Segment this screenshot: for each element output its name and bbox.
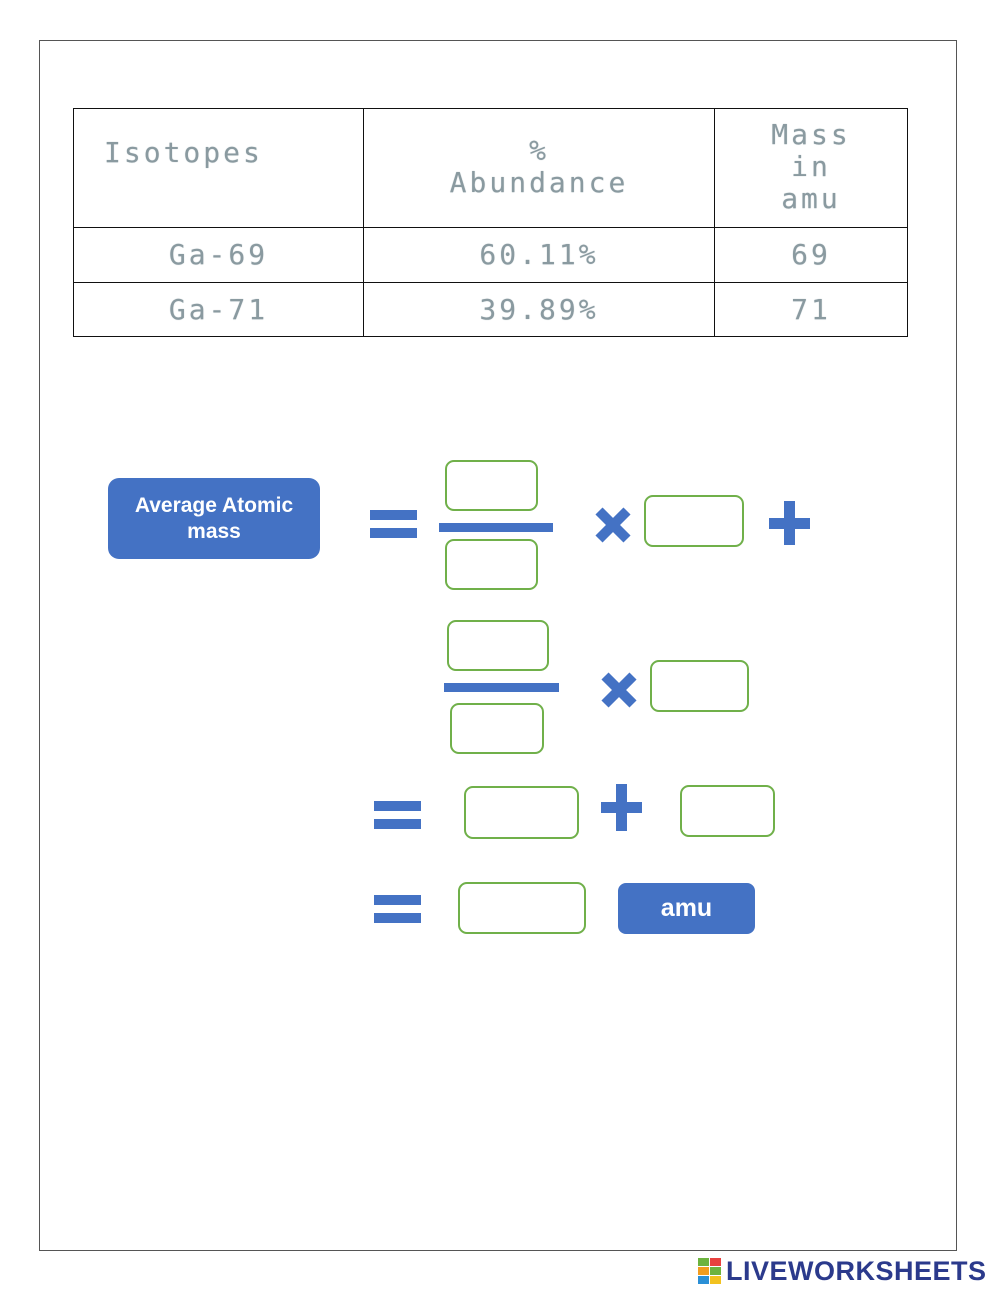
table-row bbox=[74, 228, 908, 283]
cell-isotope: Ga-71 bbox=[74, 283, 364, 337]
multiply-icon bbox=[593, 505, 633, 545]
numerator-input-2[interactable] bbox=[447, 620, 549, 671]
denominator-input-1[interactable] bbox=[445, 539, 538, 590]
plus-icon bbox=[601, 784, 642, 831]
cell-mass: 69 bbox=[715, 228, 908, 283]
isotope-table bbox=[73, 108, 908, 337]
header-mass-line1: Mass bbox=[771, 118, 851, 151]
equals-icon bbox=[370, 510, 417, 540]
header-abundance-line1: % bbox=[529, 134, 549, 167]
header-mass bbox=[715, 109, 908, 228]
equals-icon bbox=[374, 895, 421, 925]
brand-name: LIVEWORKSHEETS bbox=[726, 1255, 987, 1286]
header-isotopes: Isotopes bbox=[74, 109, 364, 228]
denominator-input-2[interactable] bbox=[450, 703, 544, 754]
cell-abundance: 39.89% bbox=[364, 283, 715, 337]
cell-abundance: 60.11% bbox=[364, 228, 715, 283]
mass-input-2[interactable] bbox=[650, 660, 749, 712]
label-line1: Average Atomic bbox=[134, 493, 294, 517]
header-mass-line3: amu bbox=[781, 182, 841, 215]
cell-mass: 71 bbox=[715, 283, 908, 337]
equals-icon bbox=[374, 801, 421, 831]
logo-icon bbox=[698, 1258, 722, 1284]
header-abundance-line2: Abundance bbox=[449, 166, 629, 199]
liveworksheets-logo bbox=[698, 1257, 987, 1285]
product-input-2[interactable] bbox=[680, 785, 775, 837]
fraction-bar bbox=[444, 683, 559, 692]
header-mass-line2: in bbox=[791, 150, 831, 183]
numerator-input-1[interactable] bbox=[445, 460, 538, 511]
header-abundance bbox=[364, 109, 715, 228]
table-header-row bbox=[74, 109, 908, 228]
product-input-1[interactable] bbox=[464, 786, 579, 839]
cell-isotope: Ga-69 bbox=[74, 228, 364, 283]
multiply-icon bbox=[599, 670, 639, 710]
mass-input-1[interactable] bbox=[644, 495, 744, 547]
table-row bbox=[74, 283, 908, 337]
label-line2: mass bbox=[187, 519, 241, 543]
fraction-bar bbox=[439, 523, 553, 532]
answer-input[interactable] bbox=[458, 882, 586, 934]
unit-label-amu: amu bbox=[618, 883, 755, 934]
average-atomic-mass-label bbox=[108, 478, 320, 559]
plus-icon bbox=[769, 501, 810, 545]
